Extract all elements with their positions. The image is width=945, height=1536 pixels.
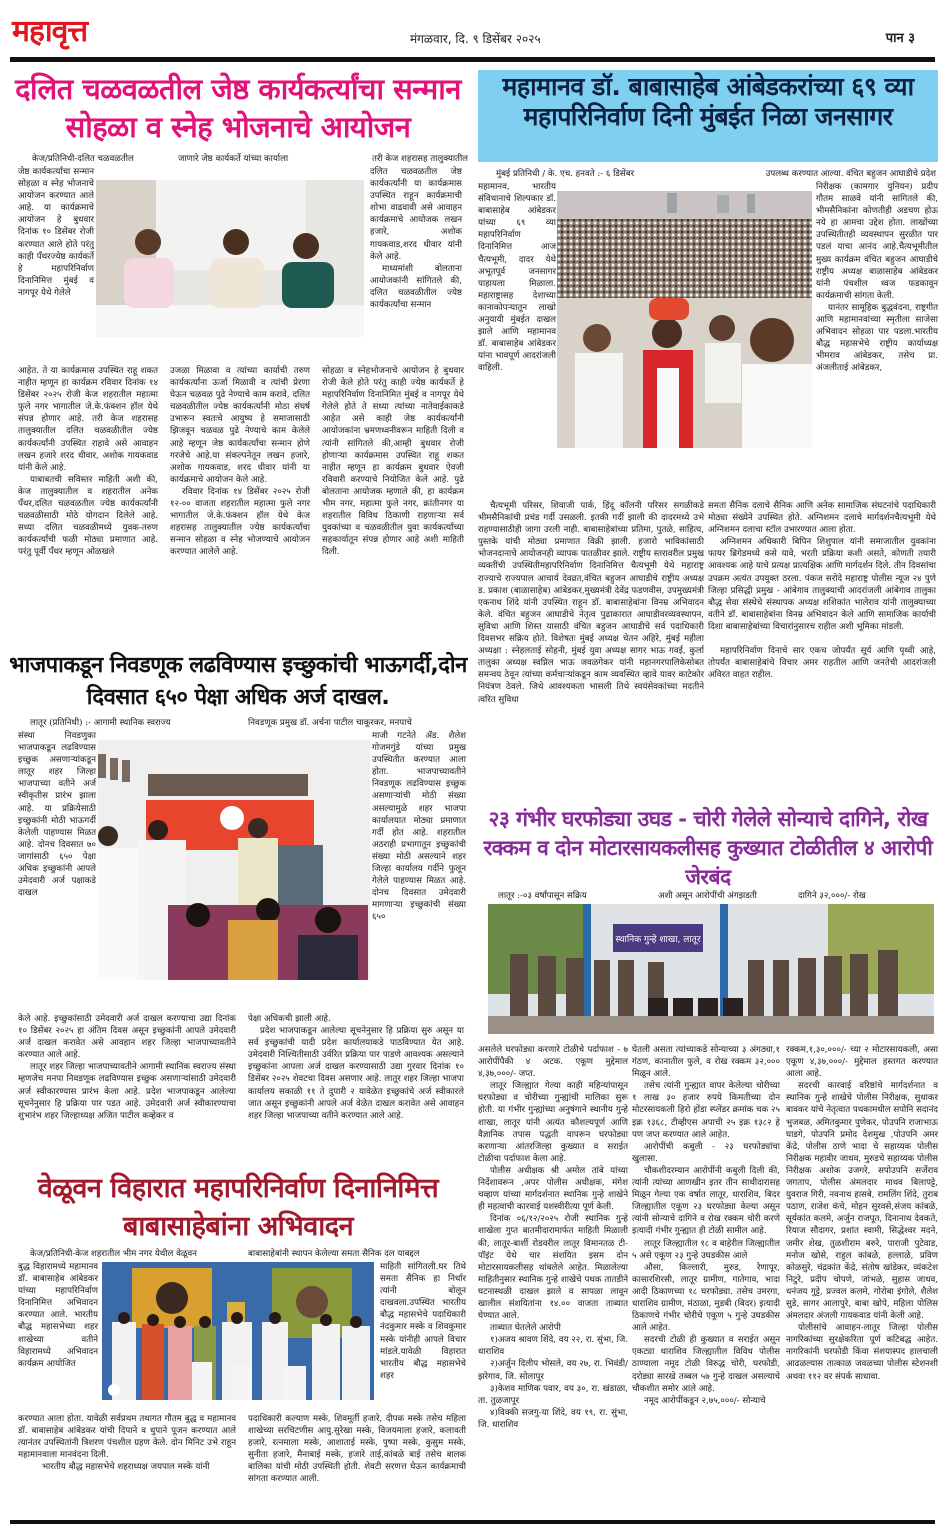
article5-column-2: पदाधिकारी कल्याण मस्के, शिवमूर्ती हजारे, दीपक मस्के तसेच महिला शाखेच्या सरचिटणीस आयु.सुरेखा मस्के, विजयमाला हजारे, कलावती हजारे, रत्नमाला मस्के, आशाताई मस्के, पुष्पा मस्के, कुसुम मस्के, सुनीता हजारे, मैनाबाई मस्के, हजारे ताई,कांबळे बाई तसेच बालक बालिका यांची मोठी उपस्थिती होती. शेवटी सरणत्त घेऊन कार्यक्रमाची सांगता करण्यात आली. [248, 1414, 466, 1485]
article1-headline: दलित चळवळतील जेष्ठ कार्यकर्त्यांचा सन्मान सोहळा व स्नेह भोजनाचे आयोजन [15, 72, 461, 144]
masthead-divider [10, 57, 935, 62]
article3-column-2: पेक्षा अधिकची झाली आहे. प्रदेश भाजपाकडून आलेल्या सूचनेनुसार हि प्रक्रिया सुरु असून या सर्व इच्छुकांची यादी प्रदेश कार्यालयाकडे पाठविण्यात येत आहे. उमेदवारी निश्चितीसाठी उर्वरित प्रक्रिया पार पाडणे आवश्यक असल्याने इच्छुकांना आपला अर्ज दाखल करण्यासाठी उद्या गुरवार दिनांक १० डिसेंबर २०२५ शेवटचा दिवस असणार आहे. लातूर शहर जिल्हा भाजपा कार्यालय सकाळी ११ ते दुपारी २ यावेळेत इच्छुकांचे अर्ज स्वीकारले जात असून इच्छुकांनी आपले अर्ज वेळेत दाखल करावेत असे आवाहन शहर जिल्हा भाजपाच्या वतीने करण्यात आले आहे. [248, 1014, 464, 1121]
article4-column-3: रक्कम,१,३०,०००/- च्या २ मोटारसायकली, असा एकूण ४,३७,०००/- मुद्देमाल हस्तगत करण्यात आला आहे. सदरची कारवाई वरिष्ठांचे मार्गदर्शनात व स्थानिक गुन्हे शाखेचे पोलीस निरीक्षक, सुधाकर बावकर यांचे नेतृत्वात पथकामधील सपोनि सदानंद भुजबळ, अमितकुमार पुणेकर, पोउपनि राजाभाऊ घाडगे, पोउपनि प्रमोद देशमुख ,पोउपनि अमर केंद्रे, पोलीस ठाणे भादा चे सहाय्यक पोलीस निरीक्षक महावीर जाधव, मुरुडचे सहाय्यक पोलीस निरीक्षक अशोक उजगरे, सपोउपनि सर्जेराव जगताप, पोलीस अंमलदार माधव बिलापट्टे, युवराज गिरी, नवनाथ हासबे, रामलिंग शिंदे, तुराब पठाण, राजेश कंचे, मोहन सुरवसे,संजय कांबळे, सूर्यकांत कलमे, अर्जुन राजपूत, दिनानाथ देवकते, रियाज सौदागर, प्रशांत स्वामी, सिद्धेश्वर मदने, जमीर शेख, तुळशीराम बरुरे, पाराजी पुटेवाड, मनोज खोसे, राहुल कांबळे, हल्लाळे, प्रविण कोळसुरे, चंद्रकांत केंद्रे, संतोष खांडेकर, व्यंकटेश निटुरे, प्रदीप चोपणे, जांभळे, सुहास जाधव, धनंजय गुट्टे, प्रज्वल कलमे, गोरोबा इंगोले, शैलेश सुडे, सागर आलापुरे, बाबा खोपे, महिला पोलिस अंमलदार अंजली गायकवाड यांनी केली आहे. पोलीसांचे आवाहन-लातूर जिल्हा पोलीस नागरिकांच्या सुरक्षेकरिता पूर्ण कटिबद्ध आहेत. नागरिकांनी घरफोडी किंवा संशयास्पद हालचाली आढळल्यास तात्काळ जवळच्या पोलीस स्टेशनशी अथवा ११२ वर संपर्क साधावा. [786, 1045, 938, 1382]
page-number: पान ३ [885, 31, 915, 46]
article1-dateline-row [20, 153, 470, 165]
article3-dateline-right: निवडणूक प्रमुख डॉ. अर्चना पाटील चाकूरकर, मनपाचे [248, 718, 412, 728]
article2-dateline-right: उपलब्ध करण्यात आल्या. वंचित बहुजन आघाडीचे प्रदेश [765, 169, 936, 179]
article3-column-1: केले आहे. इच्छुकांसाठी उमेदवारी अर्ज दाखल करण्याचा उद्या दिनांक १० डिसेंबर २०२५ हा अंतिम दिवस असून इच्छुकांनी आपले उमेदवारी अर्ज दाखल करावेत असे आवहान शहर जिल्हा भाजपाच्यावतीने करण्यात आले आहे. लातूर शहर जिल्हा भाजपाच्यावतीने आगामी स्थानिक स्वराज्य संस्था म्हणजेच मनपा निवडणूक लढविण्यास इच्छुक असणाऱ्यांसाठी उमेदवारी अर्ज स्वीकारण्यास प्रारंभ केला आहे. प्रदेश भाजपाकडून आलेल्या सूचनेनुसार हि प्रक्रिया पार पडत आहे. उमेदवारी अर्ज स्वीकारण्याचा शुभारंभ शहर जिल्हाध्यक्ष अजित पाटील कव्हेकर व [18, 1014, 236, 1121]
masthead [10, 14, 935, 54]
accused-4: ४)विक्की सजगु-या शिंदे, वय १९, रा. सुंभा, जि. धाराशिव [478, 1407, 628, 1430]
article1-column-3: सोहळा व स्नेहभोजनाचे आयोजन हे बुधवार रोजी केले होते परंतु काही ज्येष्ठ कार्यकर्ते हे महापरिनिर्वाण दिनानिमित मुंबई व नागपूर येथे गेलेले होते ते सध्या त्यांच्या नातेवाईकाकडे आहेत असे काही जेष्ठ कार्यकर्त्यांनी आयोजकांना भ्रमणध्वनीवरून माहिती दिली व त्यांनी सांगितले की,आम्ही बुधवार रोजी होणाऱ्या कार्यक्रमास उपस्थित राहू शकत नाहीत म्हणून हा कार्यक्रम बुधवार ऐवजी रविवारी करण्याचे नियोजित केले आहे. पुढे बोलताना आयोजक म्हणाले की, हा कार्यक्रम भीम नगर, महात्मा फुले नगर, क्रांतीनगर या शहरातील विविध ठिकाणी राहणाऱ्या सर्व युवकांच्या व चळवळीतील युवा कार्यकर्त्यांच्या सहकार्यातून संपन्न होणार आहे अशी माहिती दिली. [322, 366, 464, 558]
article1-column-1: आहेत. ते या कार्यक्रमास उपस्थित राहू शकत नाहीत म्हणून हा कार्यक्रम रविवार दिनांक १४ डिसेंबर २०२५ रोजी केज शहरातील महात्मा फुले नगर भागातील जे.के.फंक्शन हॉल येथे संपन्न होणार आहे. तरी केज शहरासह तालुक्यातील दलित चळवळीतील ज्येष्ठ कार्यकर्त्यांनी उपस्थित राहावे असे आवाहन लखन हजारे शरद धीवार, अशोक गायकवाड यांनी केले आहे. याबाबतची सविस्तर माहिती अशी की, केज तालुक्यातील व शहरातील अनेक पँथर,दलित चळवळतील ज्येष्ठ कार्यकर्त्यांनी चळवळीसाठी मोठे योगदान दिलेले आहे. सध्या दलित चळवळीमध्ये युवक-तरुण कार्यकर्त्यांची फळी मोठ्या प्रमाणात आहे. परंतु पूर्वी पँथर म्हणून ओळखले [18, 366, 158, 558]
article2-left-column: महामानव, भारतीय संविधानाचे शिल्पकार डॉ. बाबासाहेब आंबेडकर यांच्या ६९ व्या महापरिनिर्वाण दिनानिमित्त आज चैत्यभूमी, दादर येथे अभूतपूर्व जनसागर पाहायला मिळाला. महाराष्ट्रासह देशाच्या कानाकोपऱ्यातून लाखो अनुयायी मुंबईत दाखल झाले आणि महामानव डॉ. बाबासाहेब आंबेडकर यांना भावपूर्ण आदरांजली वाहिली. [478, 182, 556, 374]
article2-column-1: चैत्यभूमी परिसर, शिवाजी पार्क, हिंदू कॉलनी परिसर सगळीकडे भीमसैनिकांची प्रचंड गर्दी उसळली. इतकी गर्दी झाली की दादरमध्ये उभे राहण्यासाठीही जागा उरली नाही. बाबासाहेबांच्या प्रतिमा, पुतळे, साहित्य, पुस्तके यांची मोठ्या प्रमाणात विक्री झाली. हजारो भाविकांसाठी भोजनदानाचे आयोजनही व्यापक पातळीवर झाले. राष्ट्रीय स्तरावरील प्रमुख व्यक्तींची उपस्थितीमहापरिनिर्वाण दिनानिमित्त चैत्यभूमी येथे महाराष्ट्र राज्याचे राज्यपाल आचार्य देवव्रत,वंचित बहुजन आघाडीचे राष्ट्रीय अध्यक्ष ड. प्रकाश (बाळासाहेब) आंबेडकर,मुख्यमंत्री देवेंद्र फडणवीस, उपमुख्यमंत्री एकनाथ शिंदे यांनी उपस्थित राहून डॉ. बाबासाहेबांना विनम्र अभिवादन केले. वंचित बहुजन आघाडीचे नेतृत्व पुढाकारात आघाडीवरव्यवस्थापन, सुविधा आणि शिस्त यासाठी वंचित बहुजन आघाडीचे सर्व पदाधिकारी दिवसभर सक्रिय होते. विशेषतः मुंबई अध्यक्ष चेतन अहिरे, मुंबई महीला अध्यक्षा : स्नेहलताई सोहनी, मुंबई युवा अध्यक्ष सागर भाऊ गवई, कुर्ला तालुका अध्यक्ष स्वप्निल भाऊ जवळगेकर यांनी महानगरपालिकेसोबत समन्वय ठेवून त्यांच्या कर्मचाऱ्यांकडून काम व्यवस्थित व्हावे यावर काटेकोर नियंत्रण ठेवले. जिथे आवश्यकता भासली तिथे स्वयंसेवकांच्या मदतीने त्वरित सुविधा [478, 501, 704, 705]
article1-right-column: दलित चळवळतील जेष्ठ कार्यकर्त्यांनी या कार्यक्रमास उपस्थित राहून कार्यक्रमाची शोभा वाढवावी असे आवाहन कार्यक्रमाचे आयोजक लखन हजारे, अशोक गायकवाड,शरद धीवार यांनी केले आहे. माध्यमांशी बोलताना आयोजकांनी सांगितले की, दलित चळवळीतील ज्येष्ठ कार्यकर्त्यांचा सन्मान [370, 167, 462, 311]
article2-dateline: मुंबई प्रतिनिधी / के. एच. हनवते :- ६ डिसेंबर [496, 169, 635, 179]
page-bottom-divider [10, 1520, 935, 1524]
article4-subheads [498, 890, 938, 902]
article4-subhead-1: लातूर :-०३ वर्षांपासून सक्रिय [498, 891, 587, 901]
accused-2: २)अर्जुन दिलीप भोसले, वय २७, रा. भिवंडी/झरेगाव, जि. सोलापूर [478, 1359, 628, 1382]
article2-column-2: समता सैनिक दलाचे सैनिक आणि अनेक सामाजिक संघटनांचे पदाधिकारी मोठ्या संख्येने उपस्थित होते. अग्निशमन दलाचे मार्गदर्शनचैत्यभूमी येथे अग्निशमन दलाचा स्टॉल उभारण्यात आला होता. अग्निशमन अधिकारी बिपिन शिशुपाल यांनी समाजातील युवकांना फायर ब्रिगेडमध्ये कसे यावे, भरती प्रक्रिया कशी असते, कोणती तयारी आवश्यक आहे याचे प्रत्यक्ष प्रात्यक्षिक आणि मार्गदर्शन दिले. तीन दिवसांचा उपक्रम अत्यंत उपयुक्त ठरला. पंकज सरोदे महाराष्ट्र पोलीस न्यूज २४ पुणे जिल्हा प्रसिद्धी प्रमुख - आंबेगाव तालुक्याची आदरांजली आंबेगाव तालुका बौद्ध सेवा संस्थेचे संस्थापक अध्यक्ष शशिकांत भालेराव यांनी तालुक्याच्या वतीने डॉ. बाबासाहेबांना विनम्र अभिवादन केले आणि सामाजिक कार्याची दिशा बाबासाहेबांच्या विचारांनुसारच राहील अशी भूमिका मांडली. महापरिनिर्वाण दिनाचे सार एकच जोपर्यंत सूर्य आणि पृथ्वी आहे, तोपर्यंत बाबासाहेबांचे विचार अमर राहतील आणि जनतेची आदरांजली अविरत वाहत राहील. [708, 501, 936, 681]
accused-1: १)अजय श्रावण शिंदे, वय २२, रा. सुंभा, जि. धाराशिव [478, 1335, 628, 1358]
article3-left-column: संस्था निवडणुका भाजपाकडून लढविण्यास इच्छुक असणाऱ्यांकडून लातूर शहर जिल्हा भाजपाच्या वतीने अर्ज स्वीकृतीस प्रारंभ झाला आहे. या प्रक्रियेसाठी इच्छुकांनी मोठी भाऊगर्दी केलेली पाहण्यास मिळत आहे. दोनच दिवसात ७० जागांसाठी ६५० पेक्षा अधिक इच्छुकांनी आपले उमेदवारी अर्ज पक्षाकडे दाखल [18, 731, 96, 899]
newspaper-logo: महावृत्त [12, 14, 88, 49]
article5-photo [102, 1262, 374, 1400]
accused-3: ३)केशव माणिक पवार, वय ३०, रा. खंडाळा, ता. तुळजापूर [478, 1383, 628, 1406]
article5-column-1: करण्यात आला होता. यावेळी सर्वप्रथम तथागत गौतम बुद्ध व महामानव डॉ. बाबासाहेब आंबेडकर यांची दिपाने व धुपाने पूजन करण्यात आले त्यानंतर उपस्थितांनी त्रिशरण पंचशील ग्रहण केले. दोन मिनिट उभे राहून महामानवाला मानवंदना दिली. भारतीय बौद्ध महासभेचे शहराध्यक्ष जयपाल मस्के यांनी [18, 1414, 236, 1473]
article3-right-column: माजी गटनेते ॲड. शैलेश गोजमगुंडे यांच्या प्रमुख उपस्थितीत करण्यात आला होता. भाजपाच्यावतीने निवडणूक लढविण्यास इच्छुक असणाऱ्यांची मोठी संख्या असल्यामुळे शहर भाजपा कार्यालयात मोठ्या प्रमाणात गर्दी होत आहे. शहरातील अठराही प्रभागातून इच्छुकांची संख्या मोठी असल्याने शहर जिल्हा कार्यालय गर्दीने फुलून गेलेले पाहण्यास मिळत आहे. दोनच दिवसात उमेदवारी मागणाऱ्या इच्छुकांची संख्या ६५० [372, 731, 466, 923]
article5-dateline: केज/प्रतिनिधी-केज शहरातील भीम नगर येथील वेळूवन [30, 1249, 197, 1259]
article2-headline: महामानव डॉ. बाबासाहेब आंबेडकरांच्या ६९ व्या महापरिनिर्वाण दिनी मुंबईत निळा जनसागर [502, 72, 914, 131]
article4-headline: २३ गंभीर घरफोड्या उघड - चोरी गेलेले सोन्याचे दागिने, रोख रक्कम व दोन मोटारसायकलीसह कुख्यात टोळीतील ४ आरोपी जेरबंद [483, 807, 933, 889]
article1-dateline: केज/प्रतिनिधी-दलित चळवळतील [32, 154, 134, 164]
article5-right-column: माहिती सांगितली.घर तिथे समता सैनिक हा निर्धार त्यांनी बोलून दाखवला.उपस्थित भारतीय बौद्ध महासभेचे पदाधिकारी नंदकुमार मस्के व शिवकुमार मस्के यांनीही आपले विचार मांडले.यावेळी विहारात भारतीय बौद्ध महासभेचे शहर [380, 1262, 466, 1381]
article4-police-photo [488, 904, 934, 1034]
article5-headline: वेळूवन विहारात महापरिनिर्वाण दिनानिमित्त बाबासाहेबांना अभिवादन [37, 1173, 439, 1242]
article2-leaders-photo [557, 298, 812, 448]
article4-subhead-2: अशी असून आरोपींची अंगझडती [658, 891, 757, 901]
article3-headline: भाजपाकडून निवडणूक लढविण्यास इच्छुकांची भाऊगर्दी,दोन दिवसात ६५० पेक्षा अधिक अर्ज दाखल. [9, 653, 467, 710]
article3-photo [98, 740, 370, 980]
article1-dateline-right: तरी केज शहरासह तालुक्यातील [371, 154, 468, 164]
article3-dateline: लातूर (प्रतिनिधी) :- आगामी स्थानिक स्वराज्य [30, 718, 171, 728]
article4-subhead-3: दागिने ३२,०००/- रोख [798, 891, 866, 901]
article1-dateline-mid: जाणारे जेष्ठ कार्यकर्ते यांच्या कार्याला [178, 154, 289, 164]
police-sign-text: स्थानिक गुन्हे शाखा, लातूर [615, 935, 701, 945]
article2-right-column: निरीक्षक (कामगार युनियन) प्रदीप गौतम साळवे यांनी सांगितले की, भीमसैनिकांना कोणतीही अडचण होऊ नये हा आमचा उद्देश होता. लाखोंच्या उपस्थितीतही व्यवस्थापन सुरळीत पार पडलं याचा आनंद आहे.चैत्यभूमीतील मुख्य कार्यक्रम वंचित बहुजन आघाडीचे राष्ट्रीय अध्यक्ष बाळासाहेब आंबेडकर यांनी पंचशील ध्वज फडकावून कार्यक्रमाची सांगता केली. यानंतर सामूहिक बुद्धवंदना, राष्ट्रगीत आणि महामानवांच्या स्मृतीला साजेसा अभिवादन सोहळा पार पडला.भारतीय बौद्ध महासभेचे राष्ट्रीय कार्याध्यक्ष भीमराव आंबेडकर, तसेच प्रा. अंजलीताई आंबेडकर, [816, 182, 938, 374]
article4-column-1: असलेले घरफोड्या करणारे टोळीचे पर्दाफाश - ७ आरोपींपैकी ४ अटक. एकूण मुद्देमाल ४,३७,०००/- जप्त. लातूर जिल्ह्यात गेल्या काही महिन्यांपासून घरफोड्या व चोरीच्या गुन्ह्यांची मालिका सुरू होती. या गंभीर गुन्ह्यांच्या अनुषंगाने स्थानीय गुन्हे शाखा, लातूर यांनी अत्यंत कौशल्यपूर्ण आणि वैज्ञानिक तपास पद्धती वापरून घरफोड्या करणाऱ्या आंतरजिल्हा कुख्यात व सराईत टोळीचा पर्दाफाश केला आहे. पोलीस अधीक्षक श्री अमोल तांबे यांच्या निर्देशावरून ,अपर पोलीस अधीक्षक, मंगेश चव्हाण यांच्या मार्गदर्शनात स्थानिक गुन्हे शाखेने ही महत्वाची कारवाई यशस्वीरीत्या पूर्ण केली. दिनांक ०६/१२/२०२५ रोजी स्थानिक गुन्हे शाखेला गुप्त बातमीदारामार्फत माहिती मिळाली की, लातूर-बार्शी रोडवरील लातूर विमानतळ टी-पॉइंट येथे चार संशयित इसम दोन मोटारसायकलीसह थांबलेले आहेत. मिळालेल्या माहितीनुसार स्थानिक गुन्हे शाखेचे पथक तातडीने घटनास्थळी दाखल झाले व सापळा लावून खालील संशयितांना १४.०० वाजता ताब्यात घेण्यात आले. ताब्यात घेतलेले आरोपी १)अजय श्रावण शिंदे, वय २२, रा. सुंभा, जि. धाराशिव २)अर्जुन दिलीप भोसले, वय २७, रा. भिवंडी/झरेगाव, जि. सोलापूर ३)केशव माणिक पवार, वय ३०, रा. खंडाळा, ता. तुळजापूर ४)विक्की सजगु-या शिंदे, वय १९, रा. सुंभा, जि. धाराशिव [478, 1045, 628, 1430]
article5-left-column: बुद्ध विहारामध्ये महामानव डॉ. बाबासाहेब आंबेडकर यांच्या महापरिनिर्वाण दिनानिमित्त अभिवादन करण्यात आले. भारतीय बौद्ध महासभेच्या शहर शाखेच्या वतीने विहारामध्ये अभिवादन कार्यक्रम आयोजित [18, 1262, 98, 1369]
article1-left-column: जेष्ठ कार्यकर्त्यांचा सन्मान सोहळा व स्नेह भोजनाचे आयोजन करण्यात आले आहे. या कार्यक्रमाचे आयोजन हे बुधवार दिनांक १० डिसेंबर रोजी करण्यात आले होते परंतु काही पँथरज्येष्ठ कार्यकर्ते हे महापरिनिर्वाण दिनानिमित्त मुंबई व नागपूर येथे गेलेले [18, 167, 94, 298]
article1-column-2: उजळा मिळावा व त्यांच्या कार्याची तरुण कार्यकर्त्यांना ऊर्जा मिळावी व त्यांची प्रेरणा घेऊन चळवळ पुढे नेण्याचे काम करावे, दलित चळवळीतील ज्येष्ठ कार्यकर्त्यांनी मोठा संघर्ष उभारून स्वतःचे आयुष्य हे समाजासाठी झिजवून चळवळ पुढे नेण्याचे काम केलेले आहे म्हणून जेष्ठ कार्यकर्त्यांचा सन्मान होणे गरजेचे आहे.या संकल्पनेतून लखन हजारे, अशोक गायकवाड, शरद धीवार यांनी या कार्यक्रमाचे आयोजन केले आहे. रविवार दिनांक १४ डिसेंबर २०२५ रोजी १२-०० वाजता शहरातील महात्मा फुले नगर भागातील जे.के.फंक्शन हॉल येथे केज शहरासह तालुक्यातील ज्येष्ठ कार्यकर्त्यांचा सन्मान सोहळा व स्नेह भोजण्याचे आयोजन करण्यात आलेले आहे. [170, 366, 310, 558]
article4-column-2: घेतली असता त्यांच्याकडे सोन्याच्या ३ अंगठ्या,१ गंठण, कानातील फुले, व रोख रक्कम ३२,००० मिळून आले. तसेच त्यांनी गुन्ह्यात वापर केलेल्या चोरीच्या १ लाख ३० हजार रुपये किमतीच्या दोन मोटरसायकली हिरो होंडा स्प्लेंडर क्रमांक चक २५ इक्र १३६८, टीव्हीएस अपाची २५ इक्र १३८२ हे पण जप्त करण्यात आले आहेत. आरोपींची कबुली - २३ घरफोड्यांचा खुलासा. चौकशीदरम्यान आरोपींनी कबुली दिली की, त्यांनी त्यांच्या आणखीन इतर तीन साथीदारासह मिळून गेल्या एक वर्षात लातूर, धाराशिव, बिदर जिल्ह्यातील एकूण २३ घरफोड्या केल्या असून त्यांनी सोन्याचे दागिने व रोख रक्कम चोरी करणे इत्यादी गंभीर गुन्ह्यात ही टोळी सामील आहे. लातूर जिल्ह्यातील १८ व बाहेरील जिल्ह्यातील ५ असे एकूण २३ गुन्हे उघडकीस आले औसा, किल्लारी, मुरुड, रेणापूर, कासारशिरसी, लातूर ग्रामीण, गातेगाव, भादा आदी ठिकाणच्या १८ घरफोड्या. तसेच उमरगा, धाराशिव ग्रामीण, मंठाळा, मुडबी (बिदर) इत्यादी ठिकाणचे गंभीर चोरीचे एकूण ५ गुन्हे उघडकीस आले आहेत. सदरची टोळी ही कुख्यात व सराईत असून एकट्या धाराशिव जिल्ह्यातील विविध पोलीस ठाण्याला नमूद टोळी विरुद्ध चोरी, घरफोडी, दरोड्या सारखे तब्बल ५७ गुन्हे दाखल असल्याचे चौकशीत समोर आले आहे. नमूद आरोपींकडून २,७५,०००/- सोन्याचे [632, 1045, 780, 1406]
article5-dateline-right: बाबासाहेबांनी स्थापन केलेल्या समता सैनिक दल याबद्दल [248, 1249, 420, 1259]
article1-photo [96, 180, 364, 337]
issue-date: मंगळवार, दि. ९ डिसेंबर २०२५ [410, 32, 541, 46]
article2-crowd-photo [557, 191, 812, 298]
